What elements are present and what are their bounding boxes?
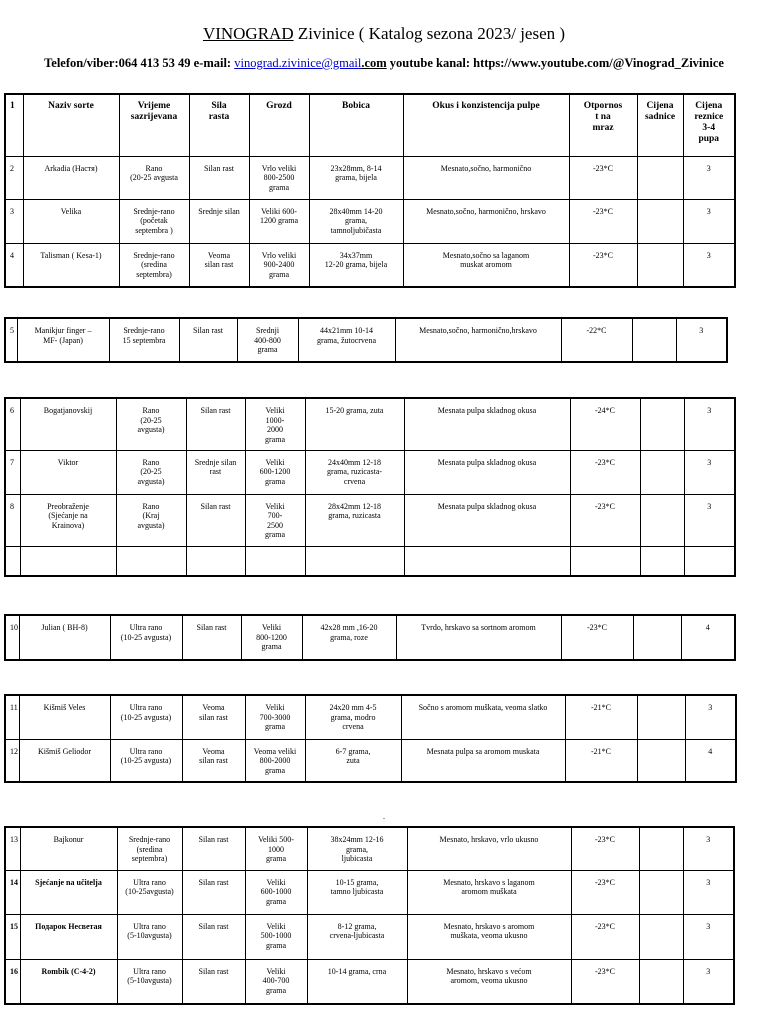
- bunch-size-cell: Veliki 400-700 grama: [245, 959, 307, 1004]
- row-number-cell: 3: [5, 199, 23, 243]
- contact-line: [0, 56, 768, 71]
- growth-strength-cell: Silan rast: [186, 398, 245, 450]
- seedling-price-cell: [639, 914, 683, 959]
- bunch-size-cell: Veliki 1000- 2000 grama: [245, 398, 305, 450]
- email-link[interactable]: vinograd.zivinice@gmail: [234, 56, 362, 70]
- taste-cell: Mesnato,sočno sa laganom muskat aromom: [403, 243, 569, 287]
- ripening-time-cell: Rano (Kraj avgusta): [116, 494, 186, 546]
- bunch-size-cell: Veliki 500-1000 grama: [245, 914, 307, 959]
- stray-dot: .: [383, 812, 385, 821]
- row-number-cell: 4: [5, 243, 23, 287]
- row-number-cell: 6: [5, 398, 20, 450]
- cutting-price-cell: 4: [681, 615, 735, 660]
- growth-strength-cell: Silan rast: [182, 615, 241, 660]
- row-number-cell: 14: [5, 870, 20, 914]
- variety-name-cell: Velika: [23, 199, 119, 243]
- table-row: [5, 450, 735, 494]
- seedling-price-cell: [637, 243, 683, 287]
- variety-name-cell: Bajkonur: [20, 827, 117, 870]
- column-header-row-number: 1: [5, 94, 23, 156]
- taste-cell: Mesnata pulpa skladnog okusa: [404, 494, 570, 546]
- column-header-variety-name: Naziv sorte: [23, 94, 119, 156]
- berry-info-cell: 34x37mm 12-20 grama, bijela: [309, 243, 403, 287]
- ripening-time-cell: Ultra rano (5-10avgusta): [117, 959, 182, 1004]
- bunch-size-cell: Vrlo veliki 800-2500 grama: [249, 156, 309, 199]
- row-number-cell: 12: [5, 739, 19, 782]
- ripening-time-cell: Ultra rano (10-25 avgusta): [110, 615, 182, 660]
- variety-name-cell: Talisman ( Kesa-1): [23, 243, 119, 287]
- bunch-size-cell: [245, 546, 305, 576]
- catalog-table-2: [4, 317, 728, 363]
- contact-prefix: Telefon/viber:064 413 53 49 e-mail:: [44, 56, 235, 70]
- variety-name-cell: Arkadia (Настя): [23, 156, 119, 199]
- berry-info-cell: 24x40mm 12-18 grama, ruzicasta- crvena: [305, 450, 404, 494]
- page-title: [0, 24, 768, 44]
- bunch-size-cell: Veliki 600- 1200 grama: [249, 199, 309, 243]
- catalog-table-5: [4, 694, 737, 783]
- column-header-seedling-price: Cijena sadnice: [637, 94, 683, 156]
- title-main: VINOGRAD: [202, 24, 294, 43]
- berry-info-cell: 10-14 grama, crna: [307, 959, 407, 1004]
- catalog-table-3: [4, 397, 736, 577]
- table-row: [5, 318, 727, 362]
- frost-resistance-cell: [570, 546, 640, 576]
- bunch-size-cell: Veoma veliki 800-2000 grama: [245, 739, 305, 782]
- table-header-row: [5, 94, 735, 156]
- ripening-time-cell: Srednje-rano (sredina septembra): [117, 827, 182, 870]
- berry-info-cell: 24x20 mm 4-5 grama, modro crvena: [305, 695, 401, 739]
- catalog-table-6: [4, 826, 735, 1005]
- table-row: [5, 739, 736, 782]
- variety-name-cell: Rombik (C-4-2): [20, 959, 117, 1004]
- growth-strength-cell: Silan rast: [189, 156, 249, 199]
- row-number-cell: [5, 546, 20, 576]
- cutting-price-cell: 3: [683, 156, 735, 199]
- variety-name-cell: [20, 546, 116, 576]
- growth-strength-cell: Silan rast: [182, 914, 245, 959]
- frost-resistance-cell: -21*C: [565, 739, 637, 782]
- seedling-price-cell: [640, 546, 684, 576]
- ripening-time-cell: Srednje-rano (sredina septembra): [119, 243, 189, 287]
- cutting-price-cell: 3: [683, 914, 734, 959]
- growth-strength-cell: Veoma silan rast: [189, 243, 249, 287]
- ripening-time-cell: Rano (20-25 avgusta): [116, 450, 186, 494]
- berry-info-cell: 44x21mm 10-14 grama, žutocrvena: [298, 318, 395, 362]
- table-row: [5, 243, 735, 287]
- row-number-cell: 15: [5, 914, 20, 959]
- table-row: [5, 398, 735, 450]
- column-header-bunch-size: Grozd: [249, 94, 309, 156]
- row-number-cell: 11: [5, 695, 19, 739]
- row-number-cell: 16: [5, 959, 20, 1004]
- berry-info-cell: 8-12 grama, crvena-ljubicasta: [307, 914, 407, 959]
- bunch-size-cell: Srednji 400-800 grama: [237, 318, 298, 362]
- frost-resistance-cell: -22*C: [561, 318, 632, 362]
- cutting-price-cell: 3: [676, 318, 727, 362]
- frost-resistance-cell: -23*C: [569, 243, 637, 287]
- bunch-size-cell: Veliki 600-1000 grama: [245, 870, 307, 914]
- row-number-cell: 2: [5, 156, 23, 199]
- seedling-price-cell: [637, 156, 683, 199]
- variety-name-cell: Preobraženje (Sjećanje na Krainova): [20, 494, 116, 546]
- frost-resistance-cell: -21*C: [565, 695, 637, 739]
- cutting-price-cell: 3: [683, 243, 735, 287]
- table-row: [5, 615, 735, 660]
- cutting-price-cell: 3: [683, 827, 734, 870]
- variety-name-cell: Kišmiš Geliodor: [19, 739, 110, 782]
- taste-cell: Mesnato,sočno, harmonično,hrskavo: [395, 318, 561, 362]
- column-header-taste: Okus i konzistencija pulpe: [403, 94, 569, 156]
- taste-cell: [404, 546, 570, 576]
- seedling-price-cell: [639, 870, 683, 914]
- table-row: [5, 827, 734, 870]
- table-row: [5, 870, 734, 914]
- variety-name-cell: Manikjur finger – MF- (Japan): [17, 318, 109, 362]
- email-suffix: .com: [361, 56, 387, 70]
- ripening-time-cell: Rano (20-25 avgusta: [119, 156, 189, 199]
- berry-info-cell: 6-7 grama, zuta: [305, 739, 401, 782]
- frost-resistance-cell: -23*C: [571, 827, 639, 870]
- bunch-size-cell: Vrlo veliki 900-2400 grama: [249, 243, 309, 287]
- taste-cell: Sočno s aromom muškata, veoma slatko: [401, 695, 565, 739]
- row-number-cell: 7: [5, 450, 20, 494]
- frost-resistance-cell: -23*C: [570, 494, 640, 546]
- frost-resistance-cell: -23*C: [571, 914, 639, 959]
- bunch-size-cell: Veliki 700- 2500 grama: [245, 494, 305, 546]
- variety-name-cell: Подарок Несветая: [20, 914, 117, 959]
- growth-strength-cell: Veoma silan rast: [182, 739, 245, 782]
- table-row: [5, 546, 735, 576]
- growth-strength-cell: [186, 546, 245, 576]
- seedling-price-cell: [639, 959, 683, 1004]
- cutting-price-cell: [684, 546, 735, 576]
- table-row: [5, 156, 735, 199]
- ripening-time-cell: Rano (20-25 avgusta): [116, 398, 186, 450]
- variety-name-cell: Julian ( BH-8): [19, 615, 110, 660]
- growth-strength-cell: Silan rast: [182, 827, 245, 870]
- berry-info-cell: [305, 546, 404, 576]
- ripening-time-cell: Srednje-rano (početak septembra ): [119, 199, 189, 243]
- seedling-price-cell: [640, 494, 684, 546]
- row-number-cell: 8: [5, 494, 20, 546]
- seedling-price-cell: [637, 695, 685, 739]
- taste-cell: Mesnato,sočno, harmonično: [403, 156, 569, 199]
- frost-resistance-cell: -23*C: [569, 156, 637, 199]
- frost-resistance-cell: -23*C: [570, 450, 640, 494]
- variety-name-cell: Sjećanje na učitelja: [20, 870, 117, 914]
- table-row: [5, 959, 734, 1004]
- variety-name-cell: Viktor: [20, 450, 116, 494]
- column-header-berry-info: Bobica: [309, 94, 403, 156]
- cutting-price-cell: 4: [685, 739, 736, 782]
- growth-strength-cell: Srednje silan: [189, 199, 249, 243]
- catalog-table-1: [4, 93, 736, 288]
- growth-strength-cell: Silan rast: [182, 959, 245, 1004]
- ripening-time-cell: Ultra rano (10-25 avgusta): [110, 739, 182, 782]
- ripening-time-cell: Ultra rano (10-25avgusta): [117, 870, 182, 914]
- berry-info-cell: 28x40mm 14-20 grama, tamnoljubičasta: [309, 199, 403, 243]
- column-header-frost-resistance: Otpornos t na mraz: [569, 94, 637, 156]
- frost-resistance-cell: -23*C: [569, 199, 637, 243]
- cutting-price-cell: 3: [684, 494, 735, 546]
- seedling-price-cell: [632, 318, 676, 362]
- row-number-cell: 13: [5, 827, 20, 870]
- growth-strength-cell: Veoma silan rast: [182, 695, 245, 739]
- cutting-price-cell: 3: [683, 959, 734, 1004]
- taste-cell: Mesnato, hrskavo s većom aromom, veoma ukusno: [407, 959, 571, 1004]
- seedling-price-cell: [640, 450, 684, 494]
- table-row: [5, 199, 735, 243]
- berry-info-cell: 38x24mm 12-16 grama, ljubicasta: [307, 827, 407, 870]
- growth-strength-cell: Silan rast: [179, 318, 237, 362]
- growth-strength-cell: Srednje silan rast: [186, 450, 245, 494]
- taste-cell: Mesnata pulpa skladnog okusa: [404, 398, 570, 450]
- contact-suffix: youtube kanal: https://www.youtube.com/@Vinograd_Zivinice: [386, 56, 724, 70]
- berry-info-cell: 23x28mm, 8-14 grama, bijela: [309, 156, 403, 199]
- taste-cell: Mesnato, hrskavo, vrlo ukusno: [407, 827, 571, 870]
- table-row: [5, 494, 735, 546]
- variety-name-cell: Bogatjanovskij: [20, 398, 116, 450]
- frost-resistance-cell: -24*C: [570, 398, 640, 450]
- ripening-time-cell: Ultra rano (10-25 avgusta): [110, 695, 182, 739]
- growth-strength-cell: Silan rast: [186, 494, 245, 546]
- variety-name-cell: Kišmiš Veles: [19, 695, 110, 739]
- column-header-cutting-price: Cijena reznice 3-4 pupa: [683, 94, 735, 156]
- cutting-price-cell: 3: [683, 870, 734, 914]
- growth-strength-cell: Silan rast: [182, 870, 245, 914]
- title-rest: Zivinice ( Katalog sezona 2023/ jesen ): [293, 24, 566, 43]
- ripening-time-cell: [116, 546, 186, 576]
- berry-info-cell: 10-15 grama, tamno ljubicasta: [307, 870, 407, 914]
- table-row: [5, 695, 736, 739]
- cutting-price-cell: 3: [683, 199, 735, 243]
- bunch-size-cell: Veliki 500- 1000 grama: [245, 827, 307, 870]
- berry-info-cell: 15-20 grama, zuta: [305, 398, 404, 450]
- table-row: [5, 914, 734, 959]
- seedling-price-cell: [639, 827, 683, 870]
- cutting-price-cell: 3: [684, 450, 735, 494]
- bunch-size-cell: Veliki 700-3000 grama: [245, 695, 305, 739]
- cutting-price-cell: 3: [685, 695, 736, 739]
- taste-cell: Mesnata pulpa sa aromom muskata: [401, 739, 565, 782]
- frost-resistance-cell: -23*C: [571, 870, 639, 914]
- bunch-size-cell: Veliki 600-1200 grama: [245, 450, 305, 494]
- seedling-price-cell: [637, 739, 685, 782]
- column-header-growth-strength: Sila rasta: [189, 94, 249, 156]
- seedling-price-cell: [637, 199, 683, 243]
- taste-cell: Mesnato,sočno, harmonično, hrskavo: [403, 199, 569, 243]
- berry-info-cell: 28x42mm 12-18 grama, ruzicasta: [305, 494, 404, 546]
- ripening-time-cell: Ultra rano (5-10avgusta): [117, 914, 182, 959]
- row-number-cell: 5: [5, 318, 17, 362]
- row-number-cell: 10: [5, 615, 19, 660]
- seedling-price-cell: [640, 398, 684, 450]
- column-header-ripening-time: Vrijeme sazrijevana: [119, 94, 189, 156]
- seedling-price-cell: [633, 615, 681, 660]
- taste-cell: Tvrdo, hrskavo sa sortnom aromom: [396, 615, 561, 660]
- taste-cell: Mesnato, hrskavo s aromom muškata, veoma ukusno: [407, 914, 571, 959]
- berry-info-cell: 42x28 mm ,16-20 grama, roze: [302, 615, 396, 660]
- taste-cell: Mesnato, hrskavo s laganom aromom muškata: [407, 870, 571, 914]
- frost-resistance-cell: -23*C: [561, 615, 633, 660]
- cutting-price-cell: 3: [684, 398, 735, 450]
- frost-resistance-cell: -23*C: [571, 959, 639, 1004]
- ripening-time-cell: Srednje-rano 15 septembra: [109, 318, 179, 362]
- catalog-table-4: [4, 614, 736, 661]
- taste-cell: Mesnata pulpa skladnog okusa: [404, 450, 570, 494]
- bunch-size-cell: Veliki 800-1200 grama: [241, 615, 302, 660]
